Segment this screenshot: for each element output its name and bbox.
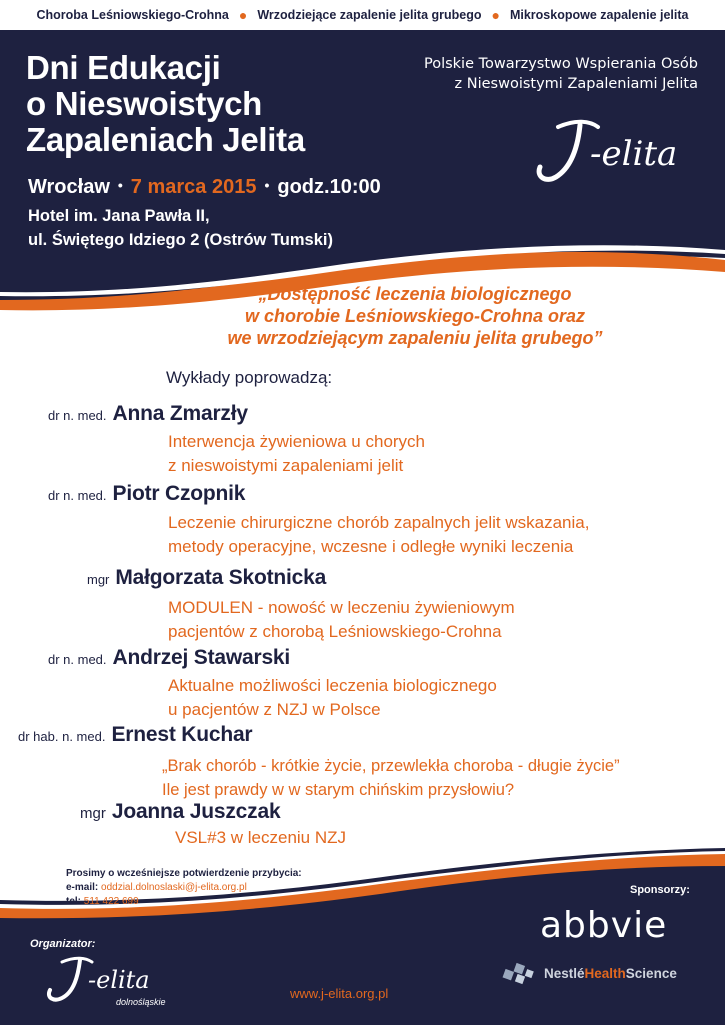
science-word: Science [625, 966, 677, 981]
speaker-degree: dr n. med. [48, 408, 107, 423]
event-date: 7 marca 2015 [130, 176, 257, 198]
organizer-label: Organizator: [30, 938, 96, 950]
speaker-degree: dr n. med. [48, 488, 107, 503]
speaker-name-row [48, 482, 245, 506]
speaker-topic [175, 826, 346, 850]
lecture-title-line: „Dostępność leczenia biologicznego [258, 284, 572, 304]
speaker-degree: mgr [80, 805, 106, 822]
email-link[interactable]: oddzial.dolnoslaski@j-elita.org.pl [101, 882, 247, 893]
topic-line: „Brak chorób - krótkie życie, przewlekła choroba - długie życie” [162, 757, 620, 775]
speaker-name-row [87, 566, 326, 590]
speaker-topic [168, 511, 589, 559]
speaker-name: Andrzej Stawarski [112, 646, 291, 669]
event-time: godz.10:00 [277, 176, 381, 198]
speaker-topic [162, 754, 620, 802]
organization-name [380, 54, 698, 94]
topic-line: pacjentów z chorobą Leśniowskiego-Crohna [168, 622, 502, 641]
speaker-degree: dr hab. n. med. [18, 729, 106, 744]
abbvie-logo: abbvie [540, 905, 668, 946]
speaker-name-row [80, 800, 280, 824]
speaker-name: Małgorzata Skotnicka [115, 566, 327, 589]
speaker-name: Anna Zmarzły [112, 402, 248, 425]
topic-line: z nieswoistymi zapaleniami jelit [168, 456, 404, 475]
speaker-name: Ernest Kuchar [111, 723, 253, 746]
speaker-name: Piotr Czopnik [112, 482, 246, 505]
topic-crohn: Choroba Leśniowskiego-Crohna [36, 8, 229, 22]
lecture-title [180, 283, 650, 349]
nestle-cubes-icon [500, 958, 540, 988]
topic-line: VSL#3 w leczeniu NZJ [175, 828, 347, 847]
org-line: Polskie Towarzystwo Wspierania Osób [423, 56, 698, 72]
phone-number[interactable]: 511 422 699 [83, 896, 139, 907]
bullet-dot: • [264, 177, 270, 193]
logo-text: -elita [590, 134, 678, 174]
bullet-dot: ● [238, 7, 248, 23]
topics-strip [0, 0, 725, 30]
jelita-dolnoslaskie-logo [42, 952, 182, 1012]
topic-line: Aktualne możliwości leczenia biologicznego [168, 676, 497, 695]
title-line: o Nieswoistych [26, 85, 263, 122]
speaker-topic [168, 430, 425, 478]
sponsors-label: Sponsorzy: [630, 884, 690, 896]
speaker-name-row [18, 723, 252, 747]
jelita-logo [528, 115, 698, 193]
speaker-name-row [48, 646, 290, 670]
page-title [26, 50, 396, 158]
topic-line: metody operacyjne, wczesne i odległe wyniki leczenia [168, 537, 574, 556]
topic-mikroskopowe: Mikroskopowe zapalenie jelita [509, 8, 689, 22]
speaker-name-row [48, 402, 248, 426]
event-venue [28, 204, 333, 252]
nestle-health-science-logo [500, 958, 700, 988]
email-label: e-mail: [66, 882, 99, 893]
venue-line: Hotel im. Jana Pawła II, [28, 207, 210, 225]
rsvp-info [66, 867, 302, 909]
bullet-dot: • [117, 177, 123, 193]
phone-label: tel: [66, 896, 81, 907]
speaker-topic [168, 596, 515, 644]
rsvp-text: Prosimy o wcześniejsze potwierdzenie przybycia: [66, 868, 302, 879]
bullet-dot: ● [491, 7, 500, 23]
topic-line: Ile jest prawdy w w starym chińskim przysłowiu? [162, 781, 515, 799]
event-city: Wrocław [28, 176, 110, 198]
venue-line: ul. Świętego Idziego 2 (Ostrów Tumski) [28, 231, 333, 249]
website-link[interactable]: www.j-elita.org.pl [290, 986, 389, 1001]
topic-line: MODULEN - nowość w leczeniu żywieniowym [168, 598, 515, 617]
nestle-word: Nestlé [544, 966, 585, 981]
logo-text: -elita [88, 966, 150, 994]
topic-wzjg: Wrzodziejące zapalenie jelita grubego [257, 8, 482, 22]
speaker-degree: mgr [87, 572, 110, 587]
speaker-topic [168, 674, 497, 722]
topic-line: u pacjentów z NZJ w Polsce [168, 700, 381, 719]
lecture-title-line: w chorobie Leśniowskiego-Crohna oraz [244, 306, 586, 326]
title-line: Dni Edukacji [26, 49, 221, 86]
topic-line: Interwencja żywieniowa u chorych [168, 432, 426, 451]
health-word: Health [584, 966, 626, 981]
speaker-name: Joanna Juszczak [111, 800, 281, 823]
title-line: Zapaleniach Jelita [26, 121, 305, 158]
logo-subtext: dolnośląskie [116, 997, 166, 1007]
topic-line: Leczenie chirurgiczne chorób zapalnych jelit wskazania, [168, 513, 590, 532]
event-line [28, 176, 381, 199]
speaker-degree: dr n. med. [48, 652, 107, 667]
lectures-intro: Wykłady poprowadzą: [166, 368, 333, 387]
org-line: z Nieswoistymi Zapaleniami Jelita [454, 76, 698, 92]
lecture-title-line: we wrzodziejącym zapaleniu jelita grubego” [227, 328, 603, 348]
